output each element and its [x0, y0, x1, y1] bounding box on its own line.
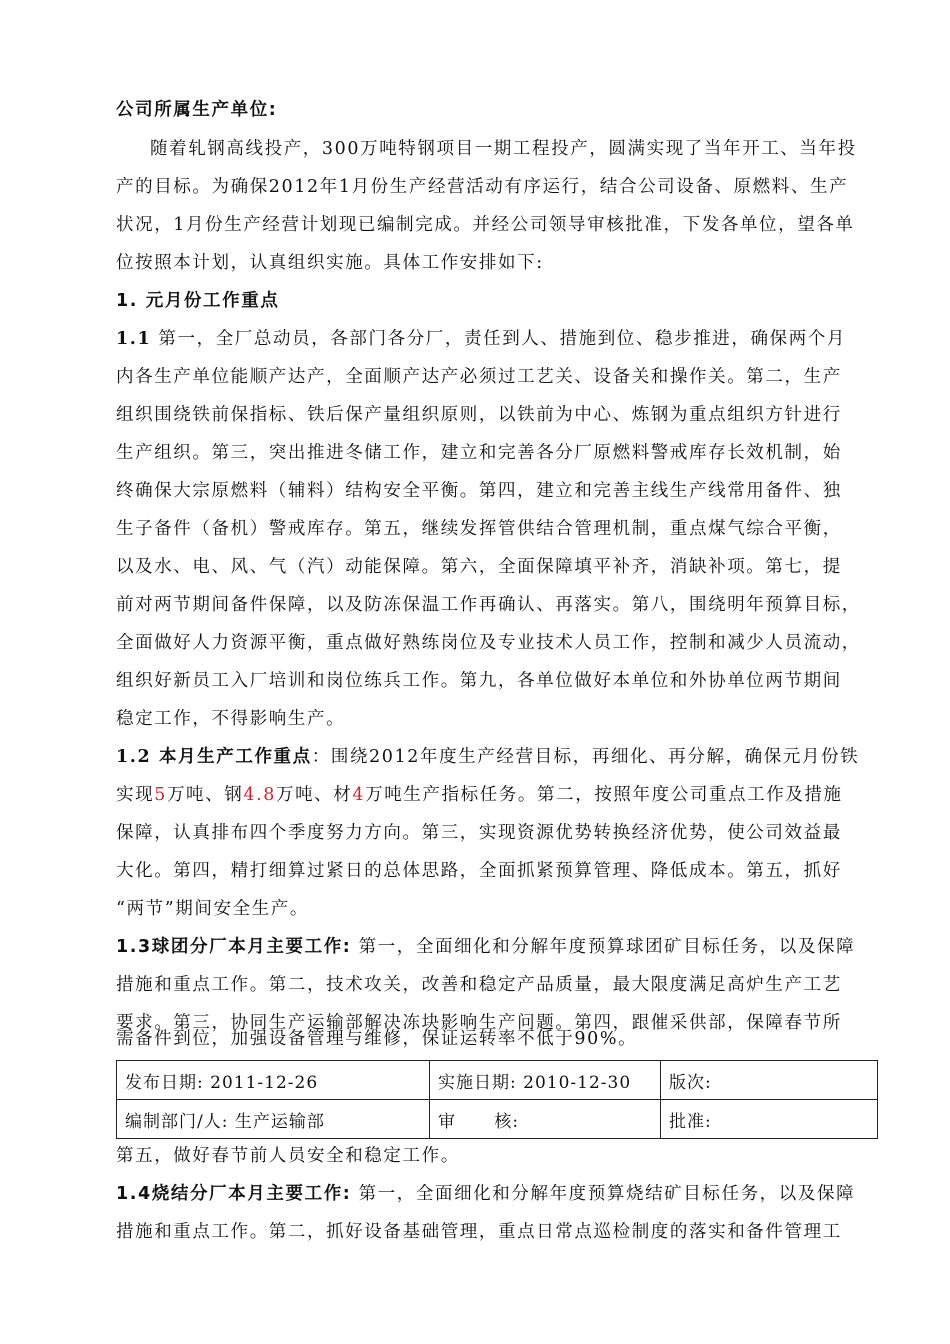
s14-text: 第一，全面细化和分解年度预算烧结矿目标任务，以及保障: [351, 1184, 856, 1204]
s12-label: 1.2 本月生产工作重点: [116, 747, 312, 767]
s11-line: 组织好新员工入厂培训和岗位练兵工作。第九，各单位做好本单位和外协单位两节期间: [116, 671, 842, 691]
material-target-value: 4: [352, 785, 366, 805]
iron-target-value: 5: [154, 785, 167, 805]
version-cell: 版次:: [661, 1061, 878, 1100]
s12-line: 大化。第四，精打细算过紧日的总体思路，全面抓紧预算管理、降低成本。第五，抓好: [116, 861, 842, 881]
s13-line: 措施和重点工作。第二，技术攻关，改善和稳定产品质量，最大限度满足高炉生产工艺: [116, 975, 842, 995]
dept-cell: 编制部门/人: 生产运输部: [117, 1100, 430, 1139]
s14-label: 1.4烧结分厂本月主要工作:: [116, 1184, 352, 1204]
intro-line: 位按照本计划，认真组织实施。具体工作安排如下:: [116, 253, 544, 273]
review-cell: 审 核:: [430, 1100, 661, 1139]
s14-line: 措施和重点工作。第二，抓好设备基础管理，重点日常点巡检制度的落实和备件管理工: [116, 1222, 842, 1242]
document-info-table: [116, 1060, 878, 1139]
s11-first-line: [116, 327, 876, 351]
s13-label: 1.3球团分厂本月主要工作:: [116, 937, 352, 957]
s12-first-line: [116, 745, 876, 769]
s12-text: 万吨、材: [275, 785, 353, 805]
s11-line: 内各生产单位能顺产达产，全面顺产达产必须过工艺关、设备关和操作关。第二，生产: [116, 367, 842, 387]
s11-line: 终确保大宗原燃料（辅料）结构安全平衡。第四，建立和完善主线生产线常用备件、独: [116, 481, 842, 501]
s12-text: 实现: [116, 785, 155, 805]
page-heading: 公司所属生产单位:: [116, 100, 278, 120]
s13-first-line: [116, 935, 876, 959]
s11-line: 前对两节期间备件保障，以及防冻保温工作再确认、再落实。第八，围绕明年预算目标，: [116, 595, 861, 615]
s13-line: 要求。第三，协同生产运输部解决冻块影响生产问题。第四，跟催采供部，保障春节所: [116, 1013, 842, 1033]
s11-line: 生子备件（备机）警戒库存。第五，继续发挥管供结合管理机制，重点煤气综合平衡，: [116, 519, 842, 539]
s12-text: 万吨生产指标任务。第二，按照年度公司重点工作及措施: [365, 785, 843, 805]
s11-line: 组织围绕铁前保指标、铁后保产量组织原则，以铁前为中心、炼钢为重点组织方针进行: [116, 405, 842, 425]
s13-line: 需备件到位，加强设备管理与维修，保证运转率不低于90%。: [116, 1029, 638, 1049]
s11-line: 全面做好人力资源平衡，重点做好熟练岗位及专业技术人员工作，控制和减少人员流动，: [116, 633, 861, 653]
after-table-line: 第五，做好春节前人员安全和稳定工作。: [116, 1146, 460, 1166]
s12-second-line: [116, 783, 876, 807]
intro-line: 状况，1月份生产经营计划现已编制完成。并经公司领导审核批准，下发各单位，望各单: [116, 215, 855, 235]
approve-cell: 批准:: [661, 1100, 878, 1139]
s12-text: ：围绕2012年度生产经营目标，再细化、再分解，确保元月份铁: [311, 747, 860, 767]
s12-line: 保障，认真排布四个季度努力方向。第三，实现资源优势转换经济优势，使公司效益最: [116, 823, 842, 843]
s12-text: 万吨、钢: [166, 785, 244, 805]
intro-line: 随着轧钢高线投产，300万吨特钢项目一期工程投产，圆满实现了当年开工、当年投: [150, 139, 857, 159]
section-1-title: 1. 元月份工作重点: [116, 291, 280, 311]
effective-date-cell: 实施日期: 2010-12-30: [430, 1061, 661, 1100]
s12-line: “两节”期间安全生产。: [116, 899, 309, 919]
steel-target-value: 4.8: [243, 785, 276, 805]
s11-label: 1.1: [116, 329, 152, 349]
s13-text: 第一，全面细化和分解年度预算球团矿目标任务，以及保障: [351, 937, 856, 957]
s11-line: 生产组织。第三，突出推进冬储工作，建立和完善各分厂原燃料警戒库存长效机制，始: [116, 443, 842, 463]
s11-line: 稳定工作，不得影响生产。: [116, 709, 346, 729]
s14-first-line: [116, 1182, 876, 1206]
intro-line: 产的目标。为确保2012年1月份生产经营活动有序运行，结合公司设备、原燃料、生产: [116, 177, 849, 197]
s11-line: 以及水、电、风、气（汽）动能保障。第六，全面保障填平补齐，消缺补项。第七，提: [116, 557, 842, 577]
s11-text: 第一，全厂总动员，各部门各分厂，责任到人、措施到位、稳步推进，确保两个月: [151, 329, 847, 349]
issue-date-cell: 发布日期: 2011-12-26: [117, 1061, 430, 1100]
